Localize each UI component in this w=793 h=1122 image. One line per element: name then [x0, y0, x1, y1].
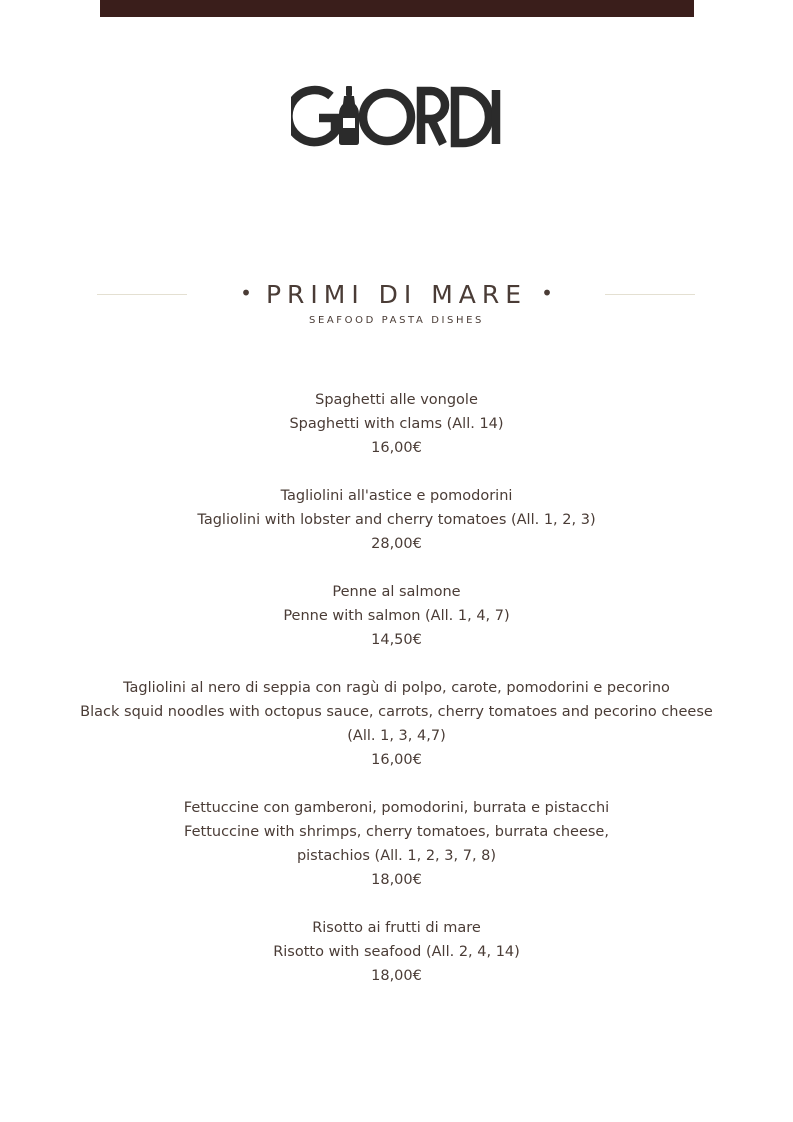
- section-header: [0, 278, 793, 326]
- menu-item: [0, 580, 793, 652]
- menu-item: [0, 484, 793, 556]
- menu-item: [0, 916, 793, 988]
- section-subtitle: SEAFOOD PASTA DISHES: [309, 315, 484, 326]
- dish-name-italian: Risotto ai frutti di mare: [312, 920, 481, 936]
- menu-item: [0, 796, 793, 892]
- section-title-text: PRIMI DI MARE: [265, 280, 528, 309]
- dish-price: 16,00€: [371, 752, 422, 768]
- dish-price: 28,00€: [371, 536, 422, 552]
- logo: [0, 82, 793, 152]
- top-bar: [100, 0, 694, 17]
- dish-name-italian: Penne al salmone: [332, 584, 461, 600]
- section-title: [0, 278, 793, 313]
- dish-description-cont: pistachios (All. 1, 2, 3, 7, 8): [296, 848, 497, 864]
- bullet-right: •: [541, 281, 553, 305]
- dish-description: Risotto with seafood (All. 2, 4, 14): [273, 944, 520, 960]
- dish-allergens: (All. 1, 3, 4,7): [347, 728, 446, 744]
- dish-name-italian: Tagliolini al nero di seppia con ragù di polpo, carote, pomodorini e pecorino: [123, 680, 670, 696]
- dish-name-italian: Spaghetti alle vongole: [315, 392, 478, 408]
- dish-price: 18,00€: [371, 872, 422, 888]
- dish-description: Black squid noodles with octopus sauce, carrots, cherry tomatoes and pecorino cheese: [80, 704, 713, 720]
- dish-price: 16,00€: [371, 440, 422, 456]
- bullet-left: •: [240, 281, 252, 305]
- dish-description: Tagliolini with lobster and cherry tomatoes (All. 1, 2, 3): [197, 512, 596, 528]
- dish-price: 14,50€: [371, 632, 422, 648]
- dish-price: 18,00€: [371, 968, 422, 984]
- menu-item: [0, 676, 793, 772]
- giordi-logo: [291, 82, 503, 152]
- menu-item: [0, 388, 793, 460]
- dish-description: Spaghetti with clams (All. 14): [289, 416, 504, 432]
- dish-description: Fettuccine with shrimps, cherry tomatoes, burrata cheese,: [184, 824, 609, 840]
- dish-description: Penne with salmon (All. 1, 4, 7): [283, 608, 510, 624]
- dish-name-italian: Fettuccine con gamberoni, pomodorini, burrata e pistacchi: [183, 800, 610, 816]
- dish-name-italian: Tagliolini all'astice e pomodorini: [280, 488, 513, 504]
- menu-list: [0, 388, 793, 1012]
